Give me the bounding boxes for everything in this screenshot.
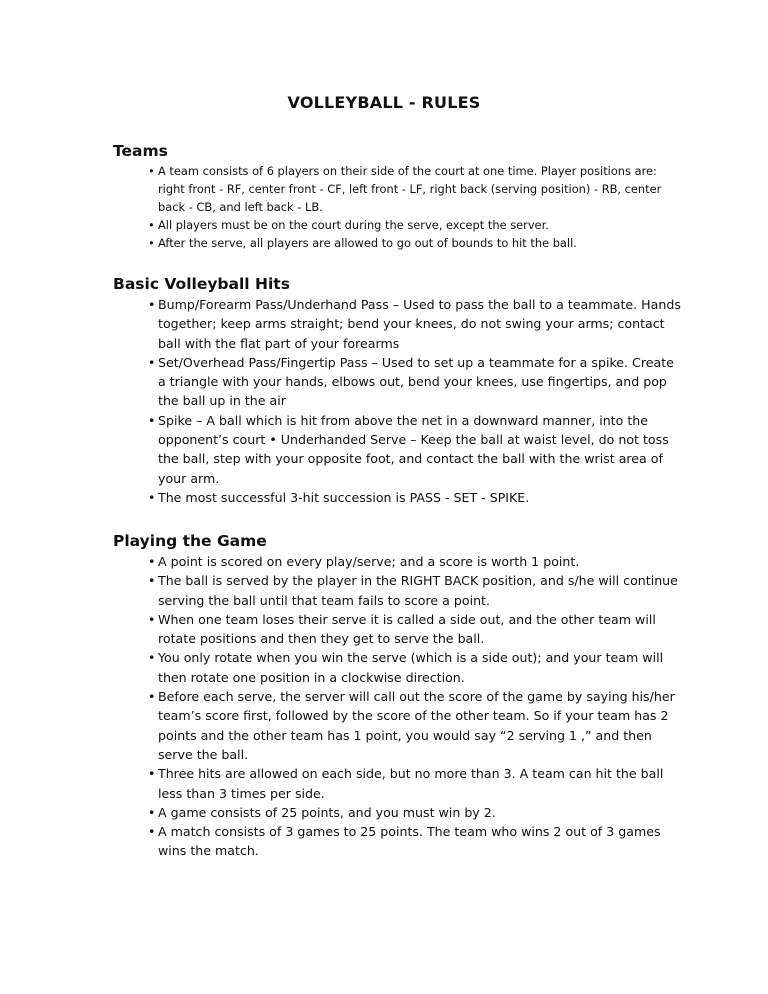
list-item — [113, 353, 683, 411]
list-item-text: You only rotate when you win the serve (which is a side out); and your team will then rotate one position in a clockwise direction. — [158, 650, 664, 685]
section-teams — [113, 140, 683, 252]
bullet-icon: • — [148, 824, 156, 840]
list-item — [113, 488, 683, 507]
list-item — [113, 216, 683, 234]
list-item — [113, 552, 683, 571]
list-item — [113, 234, 683, 252]
page-title: VOLLEYBALL - RULES — [287, 93, 481, 112]
section-heading: Basic Volleyball Hits — [113, 275, 290, 293]
list-item-text: Set/Overhead Pass/Fingertip Pass – Used to set up a teammate for a spike. Create a triangle with your hands, elbows out, bend your knees, use fingertips, and pop the ball up in the air — [158, 354, 674, 409]
list-item-text: A point is scored on every play/serve; and a score is worth 1 point. — [158, 554, 580, 569]
bullet-icon: • — [148, 804, 156, 820]
list-item — [113, 822, 683, 861]
bullet-icon: • — [148, 236, 155, 250]
bullet-icon: • — [148, 412, 156, 428]
list-item — [113, 648, 683, 687]
list-item-text: Bump/Forearm Pass/Underhand Pass – Used to pass the ball to a teammate. Hands together; keep arms straight; bend your knees, do not swing your arms; contact ball with the flat part of your forearms — [158, 297, 681, 351]
bullet-icon: • — [148, 573, 156, 589]
bullet-list — [113, 552, 683, 861]
bullet-icon: • — [148, 164, 155, 178]
list-item — [113, 803, 683, 822]
bullet-icon: • — [148, 297, 156, 312]
list-item-text: The most successful 3-hit succession is PASS - SET - SPIKE. — [158, 489, 530, 505]
bullet-icon: • — [148, 489, 156, 505]
list-item — [113, 162, 683, 216]
list-item-text: A game consists of 25 points, and you must win by 2. — [158, 804, 496, 820]
list-item-text: The ball is served by the player in the RIGHT BACK position, and s/he will continue serving the ball until that team fails to score a point. — [158, 573, 678, 608]
list-item-text: Before each serve, the server will call out the score of the game by saying his/her team’s score first, followed by the score of the other team. So if your team has 2 points and the other team has 1 point, you would say “2 serving 1 ,” and then serve the ball. — [158, 689, 675, 762]
section-heading: Teams — [113, 142, 168, 160]
section-basic-hits — [113, 273, 683, 507]
list-item-text: Spike – A ball which is hit from above the net in a downward manner, into the opponent’s court • Underhanded Serve – Keep the ball at waist level, do not toss the ball, step with your opposite foot, and contact the ball with the wrist area of your arm. — [158, 412, 669, 486]
bullet-icon: • — [148, 554, 156, 569]
section-heading: Playing the Game — [113, 532, 267, 550]
bullet-icon: • — [148, 766, 156, 782]
list-item-text: Three hits are allowed on each side, but no more than 3. A team can hit the ball less than 3 times per side. — [158, 766, 664, 801]
bullet-icon: • — [148, 218, 155, 232]
list-item — [113, 687, 683, 764]
bullet-icon: • — [148, 611, 156, 627]
list-item-text: A team consists of 6 players on their side of the court at one time. Player positions are: right front - RF, center front - CF, left front - LF, right back (serving position) - RB, center back - CB, and left back - LB. — [158, 164, 662, 214]
list-item-text: When one team loses their serve it is called a side out, and the other team will rotate positions and then they get to serve the ball. — [158, 611, 656, 647]
bullet-list — [113, 162, 683, 252]
list-item — [113, 571, 683, 610]
list-item — [113, 764, 683, 803]
bullet-list — [113, 295, 683, 507]
list-item-text: All players must be on the court during the serve, except the server. — [158, 218, 549, 232]
list-item-text: After the serve, all players are allowed to go out of bounds to hit the ball. — [158, 236, 577, 250]
bullet-icon: • — [148, 650, 156, 666]
list-item — [113, 411, 683, 488]
section-playing-the-game — [113, 530, 683, 861]
bullet-icon: • — [148, 689, 156, 705]
list-item-text: A match consists of 3 games to 25 points. The team who wins 2 out of 3 games wins the match. — [158, 824, 661, 859]
list-item — [113, 295, 683, 353]
list-item — [113, 610, 683, 649]
bullet-icon: • — [148, 354, 156, 370]
